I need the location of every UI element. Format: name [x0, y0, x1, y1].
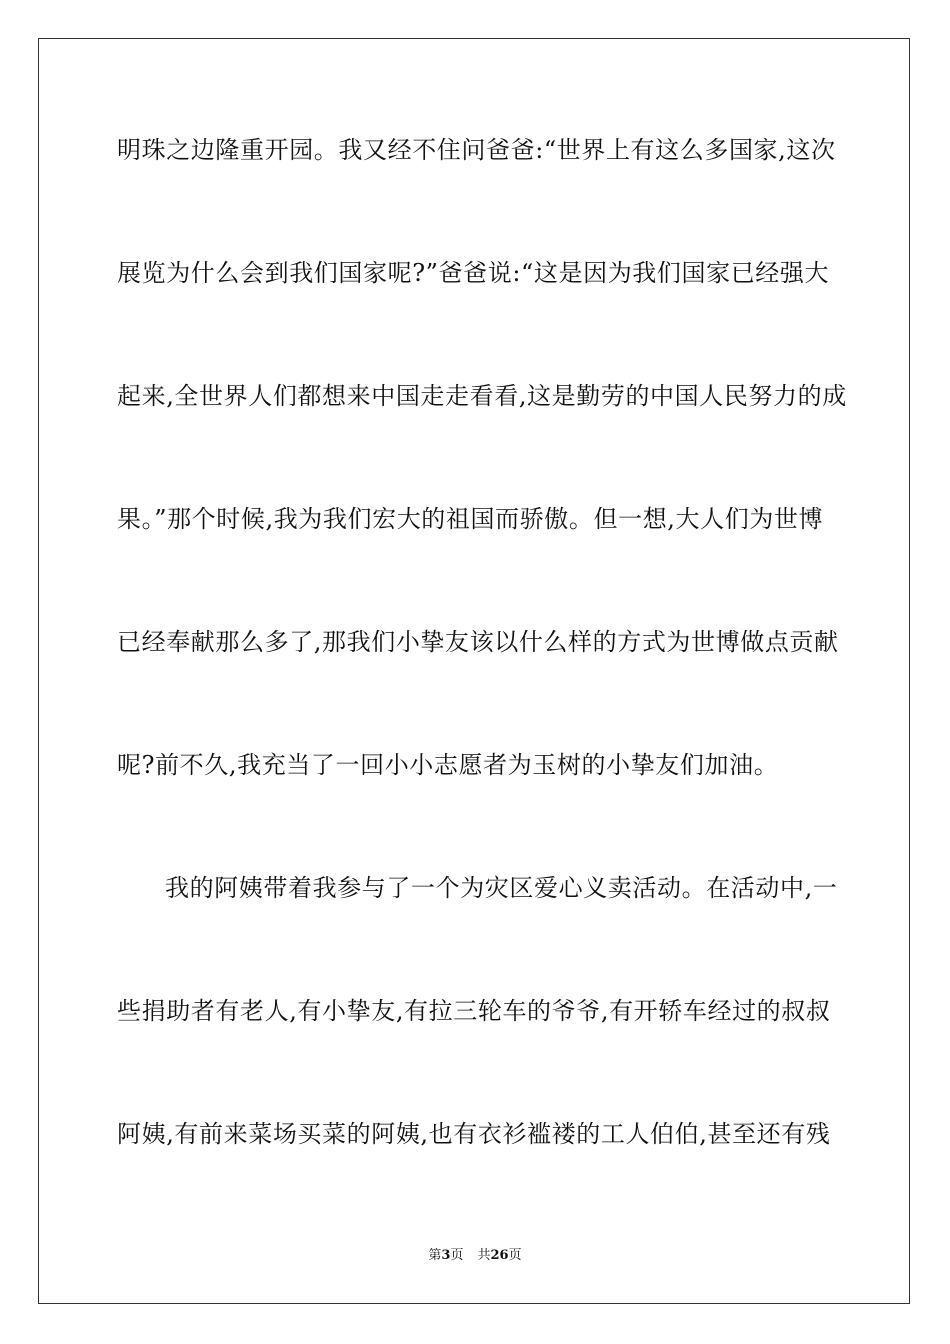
total-pages: 26	[490, 1248, 509, 1263]
body-line-8: 些捐助者有老人,有小挚友,有拉三轮车的爷爷,有开轿车经过的叔叔	[117, 997, 831, 1025]
body-line-7-paragraph-start: 我的阿姨带着我参与了一个为灾区爱心义卖活动。在活动中,一	[165, 874, 838, 902]
page-number: 3	[441, 1248, 451, 1263]
body-line-5: 已经奉献那么多了,那我们小挚友该以什么样的方式为世博做点贡献	[117, 628, 839, 656]
body-line-6: 呢?前不久,我充当了一回小小志愿者为玉树的小挚友们加油。	[117, 751, 779, 779]
page-border	[38, 38, 910, 1304]
total-suffix: 页	[508, 1248, 522, 1263]
body-line-2: 展览为什么会到我们国家呢?”爸爸说:“这是因为我们国家已经强大	[117, 259, 830, 287]
body-line-3: 起来,全世界人们都想来中国走走看看,这是勤劳的中国人民努力的成	[117, 382, 847, 410]
page-footer	[0, 1247, 950, 1265]
page-suffix: 页	[450, 1248, 464, 1263]
page-prefix: 第	[428, 1248, 442, 1263]
body-line-1: 明珠之边隆重开园。我又经不住问爸爸:“世界上有这么多国家,这次	[117, 136, 836, 164]
body-line-4: 果。”那个时候,我为我们宏大的祖国而骄傲。但一想,大人们为世博	[117, 505, 824, 533]
body-line-9: 阿姨,有前来菜场买菜的阿姨,也有衣衫褴褛的工人伯伯,甚至还有残	[117, 1120, 831, 1148]
total-prefix: 共	[477, 1248, 491, 1263]
